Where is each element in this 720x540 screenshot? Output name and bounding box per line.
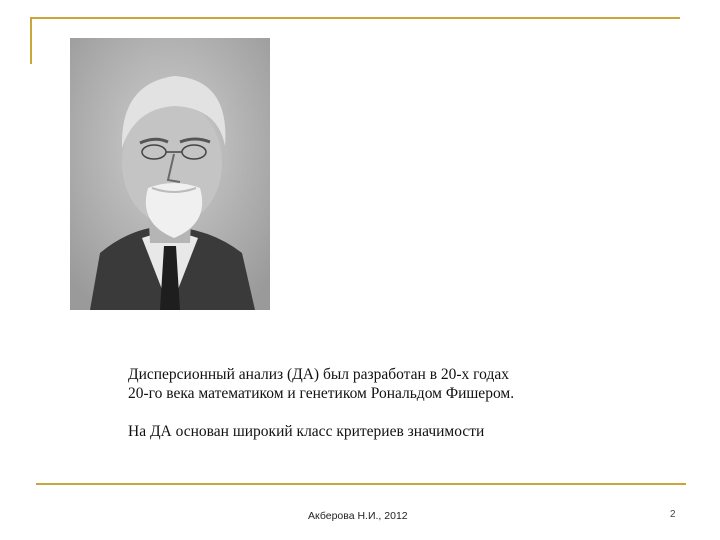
top-accent-line <box>30 17 680 19</box>
left-accent-line <box>30 17 32 64</box>
paragraph-1-line-2: 20-го века математиком и генетиком Рональдом Фишером. <box>128 385 515 402</box>
paragraph-2: На ДА основан широкий класс критериев значимости <box>128 423 485 440</box>
footer-author: Акберова Н.И., 2012 <box>308 510 408 522</box>
slide-body-text <box>128 365 648 441</box>
portrait-photo <box>70 38 270 310</box>
slide-number: 2 <box>670 509 676 520</box>
bottom-accent-line <box>36 483 686 485</box>
paragraph-1-line-1: Дисперсионный анализ (ДА) был разработан в 20-х годах <box>128 366 509 383</box>
